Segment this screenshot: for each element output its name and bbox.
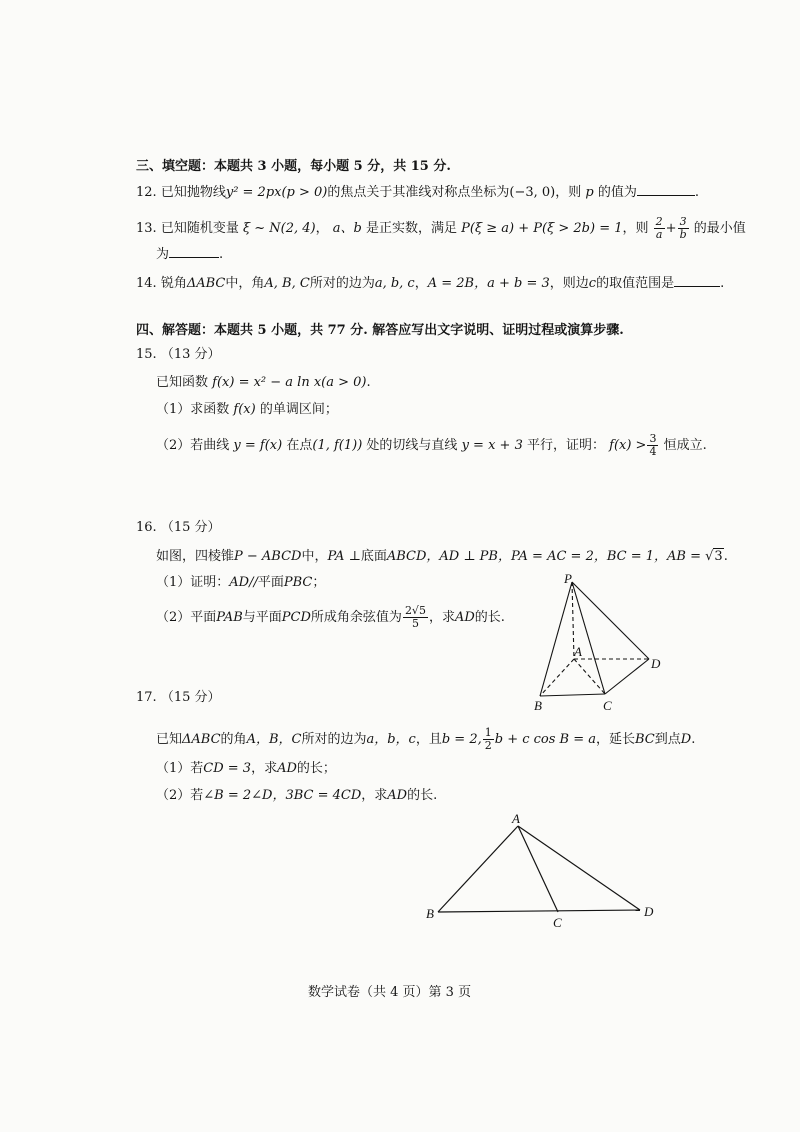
- q17-seg: BC: [635, 732, 655, 747]
- edge-BC: [540, 694, 605, 696]
- section-4-header: 四、解答题：本题共 5 小题，共 77 分. 解答应写出文字说明、证明过程或演算步骤.: [136, 323, 624, 338]
- q13-post: 的最小值: [693, 221, 746, 236]
- q17-p1-mid: ，求: [251, 761, 278, 776]
- q17-p1-seg: AD: [277, 761, 297, 776]
- q17-stem-mid3: ，且: [415, 732, 442, 747]
- question-15-stem: [156, 373, 371, 393]
- q13-fraction-1: $\frac{2}{a}$: [655, 215, 663, 241]
- q12-end: .: [694, 185, 700, 200]
- label-C: C: [603, 698, 612, 712]
- q16-p2-mid3: ，求: [428, 610, 455, 625]
- label-B: B: [534, 698, 542, 712]
- q14-tail: ，则边: [549, 276, 589, 291]
- pyramid-figure: [525, 570, 670, 712]
- q16-p2-plane1: PAB: [216, 610, 243, 625]
- question-16-part-2: [156, 605, 505, 630]
- q16-cond1: PA ⊥: [327, 549, 361, 564]
- question-15-part-1: [156, 400, 338, 420]
- q15-p2-inequality: f(x) >: [609, 438, 647, 453]
- q15-function: f(x) = x² − a ln x(a > 0): [212, 375, 367, 390]
- q17-stem-pre: 已知: [156, 732, 183, 747]
- q13-line2: 为: [156, 247, 170, 262]
- question-17-part-2: [156, 786, 437, 806]
- q12-point: (−3, 0): [509, 185, 556, 200]
- q16-p2-pre: （2）平面: [156, 610, 217, 625]
- q14-condition: A = 2B，a + b = 3: [427, 276, 550, 291]
- q16-base-text: 底面: [360, 549, 387, 564]
- q17-p2-pre: （2）若: [156, 788, 204, 803]
- q12-tail: ，则: [555, 185, 582, 200]
- question-number: 15.: [136, 347, 157, 362]
- question-number: 13.: [136, 221, 157, 236]
- label-D: D: [644, 904, 654, 919]
- q17-cond-rest: b + c cos B = a: [494, 732, 596, 747]
- q16-stem-pre: 如图，四棱锥: [156, 549, 235, 564]
- q16-p1-mid: 平面: [257, 575, 284, 590]
- q17-p1-tail: 的长；: [296, 761, 336, 776]
- q15-p2-mid: 在点: [286, 438, 313, 453]
- question-17-part-1: [156, 759, 336, 779]
- question-number: 14.: [136, 276, 157, 291]
- q17-p1-cond: CD = 3: [203, 761, 252, 776]
- question-16-stem: 如图，四棱锥P − ABCD中，PA ⊥底面ABCD，AD ⊥ PB，PA = AC = 2，BC = 1，AB = √3.: [156, 549, 728, 564]
- q16-p2-mid2: 所成角余弦值为: [310, 610, 402, 625]
- segment-AC: [518, 826, 558, 912]
- q13-tail: ，则: [622, 221, 649, 236]
- question-score: （15 分）: [160, 520, 221, 535]
- q13-mid: 是正实数，满足: [366, 221, 458, 236]
- question-13: 13. 已知随机变量 ξ ~ N(2, 4)， a、b 是正实数，满足 P(ξ ≥ a) + P(ξ > 2b) = 1，则 $\frac{2}{a}$ + $\frac{3}{b}$ 的最小值: [136, 215, 746, 241]
- q16-pyramid: P − ABCD: [234, 549, 302, 564]
- question-17-stem: [156, 727, 695, 752]
- q17-triangle: ΔABC: [182, 732, 221, 747]
- page-footer: 数学试卷（共 4 页）第 3 页: [308, 985, 472, 1000]
- q17-p1-pre: （1）若: [156, 761, 204, 776]
- q15-p2-curve: y = f(x): [233, 438, 283, 453]
- label-D: D: [651, 656, 661, 671]
- q16-cond1b: ABCD，AD ⊥ PB，PA = AC = 2，BC = 1，AB =: [386, 549, 701, 564]
- question-score: （15 分）: [160, 690, 221, 705]
- question-16-header: [136, 518, 221, 538]
- segment-BD: [438, 910, 640, 912]
- q14-mid2: 所对的边为: [309, 276, 375, 291]
- q16-p2-mid: 与平面: [242, 610, 282, 625]
- q13-plus: +: [665, 221, 677, 236]
- q16-sqrt-value: 3: [714, 549, 723, 564]
- q15-p2-tail: 恒成立.: [663, 438, 707, 453]
- q17-p2-mid: ，求: [361, 788, 388, 803]
- q17-sides: a，b，c: [366, 732, 416, 747]
- question-12: [136, 183, 699, 203]
- question-13-line-2: [156, 245, 223, 265]
- q13-vars: a、b: [332, 221, 362, 236]
- q16-p1-expr: AD//: [229, 575, 258, 590]
- question-number: 17.: [136, 690, 157, 705]
- q15-p2-mid3: 平行，证明：: [526, 438, 605, 453]
- q17-stem-mid2: 所对的边为: [301, 732, 367, 747]
- section-3-header: 三、填空题：本题共 3 小题，每小题 5 分，共 15 分.: [136, 159, 451, 174]
- triangle-figure: [420, 808, 665, 933]
- q12-equation: y² = 2px(p > 0): [225, 185, 328, 200]
- q14-angles: A, B, C: [264, 276, 310, 291]
- q16-p2-fraction: $\frac{2√5}{5}$: [404, 604, 426, 630]
- q17-p2-tail: 的长.: [407, 788, 438, 803]
- q12-pre: 已知抛物线: [160, 185, 226, 200]
- q17-fraction: $\frac{1}{2}$: [484, 726, 492, 752]
- label-C: C: [553, 915, 562, 930]
- label-A: A: [512, 811, 520, 826]
- q15-p2-line: y = x + 3: [461, 438, 523, 453]
- edge-PB: [540, 582, 572, 696]
- q17-angles: A，B，C: [246, 732, 302, 747]
- question-15-header: [136, 345, 221, 365]
- q13-distribution: ξ ~ N(2, 4): [242, 221, 316, 236]
- q16-p1-plane: PBC: [283, 575, 313, 590]
- question-17-header: [136, 688, 221, 708]
- q13-end: .: [219, 247, 224, 262]
- q13-condition: P(ξ ≥ a) + P(ξ > 2b) = 1: [461, 221, 623, 236]
- q13-fraction-2: $\frac{3}{b}$: [679, 215, 687, 241]
- q17-cond-b: b = 2,: [441, 732, 482, 747]
- q15-p1: （1）求函数: [156, 402, 230, 417]
- answer-blank[interactable]: [674, 274, 720, 287]
- segment-AB: [438, 826, 518, 912]
- q12-mid: 的焦点关于其准线对称点坐标为: [327, 185, 510, 200]
- q17-point: D: [680, 732, 692, 747]
- question-number: 12.: [136, 185, 157, 200]
- question-number: 16.: [136, 520, 157, 535]
- answer-blank[interactable]: [637, 183, 695, 196]
- q16-p2-plane2: PCD: [281, 610, 311, 625]
- label-P: P: [564, 571, 572, 586]
- q17-stem-end: .: [691, 732, 696, 747]
- q12-post: 的值为: [597, 185, 637, 200]
- q14-var: c: [588, 276, 597, 291]
- q17-p2-cond: ∠B = 2∠D，3BC = 4CD: [203, 788, 362, 803]
- q15-p1-func: f(x): [233, 402, 256, 417]
- q17-stem-mid: 的角: [220, 732, 247, 747]
- q17-p2-seg: AD: [387, 788, 408, 803]
- q16-p1-end: ；: [312, 575, 326, 590]
- answer-blank[interactable]: [169, 245, 219, 258]
- q15-p1-tail: 的单调区间；: [259, 402, 338, 417]
- q14-mid: 中，角: [225, 276, 265, 291]
- edge-CD: [605, 659, 649, 694]
- label-B: B: [426, 906, 434, 921]
- q13-pre: 已知随机变量: [160, 221, 239, 236]
- q16-p2-tail: 的长.: [474, 610, 505, 625]
- q12-var: p: [585, 185, 594, 200]
- q15-stem-end: .: [366, 375, 371, 390]
- segment-AD: [518, 826, 640, 910]
- q15-stem-pre: 已知函数: [156, 375, 209, 390]
- q16-stem-mid: 中，: [301, 549, 328, 564]
- q14-post: 的取值范围是: [596, 276, 675, 291]
- question-16-part-1: [156, 573, 325, 593]
- q14-pre: 锐角: [160, 276, 187, 291]
- question-15-part-2: [156, 433, 707, 458]
- q15-p2-point: (1, f(1)): [312, 438, 363, 453]
- question-14: 14. 锐角ΔABC中，角A, B, C所对的边为a, b, c，A = 2B，a + b = 3，则边c的取值范围是 .: [136, 276, 725, 291]
- q16-stem-end: .: [723, 549, 728, 564]
- q15-p2-mid2: 处的切线与直线: [366, 438, 458, 453]
- q17-stem-mid5: 到点: [654, 732, 681, 747]
- q14-end: .: [720, 276, 725, 291]
- question-score: （13 分）: [160, 347, 221, 362]
- q14-triangle: ΔABC: [186, 276, 226, 291]
- q15-p2-fraction: $\frac{3}{4}$: [649, 432, 657, 458]
- q16-p1: （1）证明：: [156, 575, 230, 590]
- q16-p2-seg: AD: [454, 610, 475, 625]
- q15-p2: （2）若曲线: [156, 438, 230, 453]
- q14-sides: a, b, c: [374, 276, 415, 291]
- label-A: A: [574, 644, 582, 659]
- q17-stem-mid4: ，延长: [596, 732, 636, 747]
